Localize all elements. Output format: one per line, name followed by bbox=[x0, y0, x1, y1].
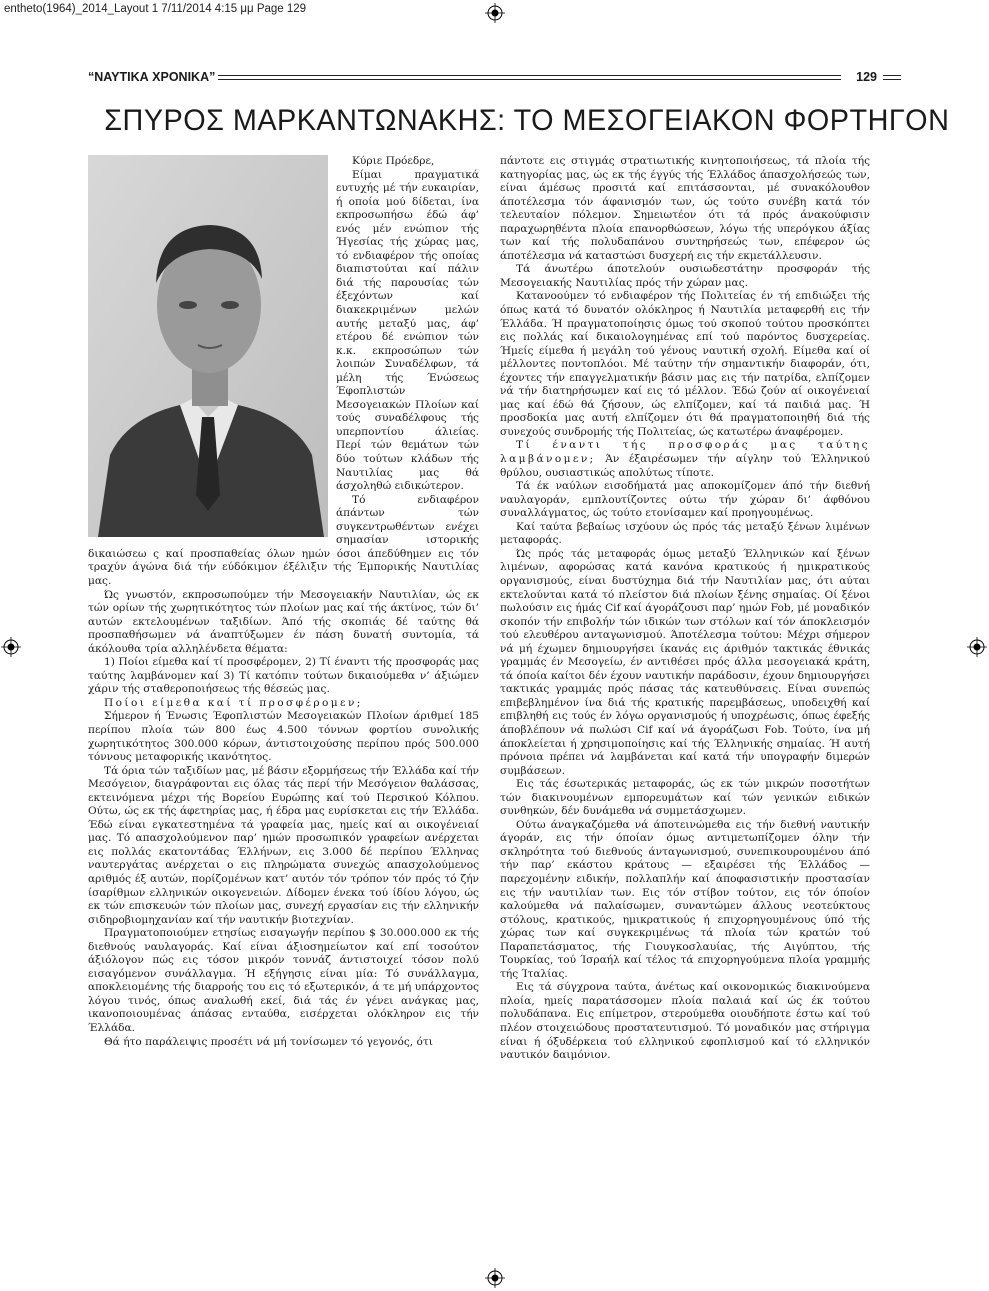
paragraph: Κατανοούμεν τό ενδιαφέρον τής Πολιτείας έν τή επιδιώξει τής όπως κατά τό δυνατόν ολόκληρος ή Ναυτιλία μεταφερθή εις τήν Έλλάδα. Ή πραγματοποίησις όμως τού σκοπού τούτου προσκόπτει εις πολλάς καί δικαιολογημένας επί τού παρόντος δυσχερείας. Ήμείς είμεθα ή μεγάλη τού γένους ναυτική σχολή. Είμεθα καί οί μέλλοντες ποντοπλόοι. Μέ ταύτην τήν σημαντικήν διαφοράν, ότι, έχοντες τήν επαγγελματικήν βάσιν μας εις τήν πατρίδα, ελπίζομεν νά τήν διατηρήσωμεν καί εις τό μέλλον. Έδώ ζούν αί οικογένειαί μας καί έδώ θά ζήσουν, ώς ελπίζομεν, καί τά παιδιά μας. Ή προσδοκία μας αυτή ελπίζομεν ότι θά πραγματοποιηθή διά τής συνεχούς συνδρομής τής Πολιτείας, ώς κατωτέρω άναφέρομεν. bbox=[500, 290, 870, 438]
paragraph: Τό ενδιαφέρον άπάντων τών συγκεντρωθέντων ενέχει σημασίαν ιστορικής δικαιώσεω ς καί προσπαθείας όλων ημών όσοι άπεδύθημεν εις τόν τραχύν άγώνα διά τήν εύδόκιμον έξέλιξιν τής Έμπορικής Ναυτιλίας μας. bbox=[88, 493, 479, 587]
paragraph: πάντοτε εις στιγμάς στρατιωτικής κινητοποιήσεως, τά πλοία τής κατηγορίας μας, ώς εκ τής έγγύς τής Έλλάδος άπασχολήσεώς των, είναι άμέσως προσιτά καί επιτάσσονται, μέ συνακόλουθον άποτέλεσμα τόν άφανισμόν των, ώς τούτο συνέβη κατά τόν τελευταίον πόλεμον. Σημειωτέον ότι τά πρός άνακούφισιν παραχωρηθέντα πλοία επανορθώσεων, λόγω τής υπερόγκου άξίας των καί τής πολυδαπάνου συντηρήσεώς των, επέφερον ώς άποτέλεσμα νά καταστώσι δυσχερή εις τήν εκμετάλλευσιν. bbox=[500, 155, 870, 262]
paragraph: Είμαι πραγματικά ευτυχής μέ τήν ευκαιρίαν, ή οποία μού δίδεται, ίνα εκπροσωπήσω έδώ άφ’ ενός μέν ενώπιον τής Ήγεσίας τής χώρας μας, τό ενδιαφέρον τής οποίας διαπιστούται καί πάλιν διά τής παρουσίας τών έξεχόντων καί διακεκριμένων μελών αυτής μεταξύ μας, άφ’ ετέρου δέ ενώπιον τών κ.κ. εκπροσώπων τών λοιπών Συναδέλφων, τά μέλη τής Ένώσεως Έφοπλιστών Μεσογειακών Πλοίων καί τούς συναδέλφους τής υπερποντίου άλιείας. Περί τών θεμάτων τών δύο τούτων κλάδων τής Ναυτιλίας μας θά άσχοληθώ ειδικώτερον. bbox=[336, 168, 479, 493]
prepress-slug: entheto(1964)_2014_Layout 1 7/11/2014 4:15 μμ Page 129 bbox=[4, 3, 307, 15]
text-column-right bbox=[500, 155, 870, 1185]
paragraph: Πραγματοποιούμεν ετησίως εισαγωγήν περίπου $ 30.000.000 εκ τής διεθνούς ναυλαγοράς. Καί είναι άξιοσημείωτον καί επί τοσούτον άξιόλογον πώς εις τόσον μικρόν τοννάζ άντιστοιχεί τόσον πολύ εισαγόμενον συνάλλαγμα. Ή εξήγησις είναι μία: Τό συνάλλαγμα, αποκλειομένης τής διαρροής του εις τό εξωτερικόν, ά τε μή υπάρχοντος λόγου τινός, όπως αναλωθή εκεί, διά τάς έν γένει ανάγκας μας, ικανοποιουμένας άπάσας ενταύθα, εισέρχεται ολόκληρον εις τήν Έλλάδα. bbox=[88, 927, 479, 1034]
crosshair-registration-icon bbox=[967, 637, 987, 657]
publication-name: “ΝΑΥΤΙΚΑ ΧΡΟΝΙΚΑ” bbox=[88, 70, 216, 84]
article-title: ΣΠΥΡΟΣ ΜΑΡΚΑΝΤΩΝΑΚΗΣ: ΤΟ ΜΕΣΟΓΕΙΑΚΟΝ ΦΟΡΤΗΓΟΝ bbox=[104, 104, 950, 137]
section-subheading: Ποίοι είμεθα καί τί προσφέρομεν; bbox=[104, 696, 363, 709]
text-column-left bbox=[88, 155, 479, 1185]
running-head bbox=[88, 70, 901, 88]
paragraph: Ούτω άναγκαζόμεθα νά άποτεινώμεθα εις τήν διεθνή ναυτικήν άγοράν, εις τήν όποίαν όμως αντιμετωπίζομεν όλην τήν σκληρότητα τού διεθνούς άνταγωνισμού, συνεπικουρουμένου άπό τήν παρ’ εκάστου κράτους — εξαιρέσει τής Έλλάδος — παρεχομένην ειδικήν, πολλαπλήν καί άποφασιστικήν προστασίαν εις τήν ναυτιλίαν των. Εις τόν στίβον τούτον, εις τόν όποίον καλούμεθα νά παλαίσωμεν, συναντώμεν άλλους νεοτεύκτους στόλους, κρατικούς, ημικρατικούς ή επιχορηγουμένους ύπό τής χώρας των καί συγκεκριμένως τά πλοία τών κρατών τού Παραπετάσματος, τής Γιουγκοσλαυίας, τής Αιγύπτου, τής Τουρκίας, τού Ίσραήλ καί τέλος τά επιχορηγούμενα πλοία γραμμής τής Ίταλίας. bbox=[500, 818, 870, 980]
paragraph: Τά όρια τών ταξιδίων μας, μέ βάσιν εξορμήσεως τήν Έλλάδα καί τήν Μεσόγειον, διαγράφονται εις όλας τάς περί τήν Μεσόγειον θαλάσσας, εκτεινόμενα μέχρι τής Βορείου Ευρώπης καί τού Περσικού Κόλπου. Ούτω, ώς εκ τής άφετηρίας μας, ή έδρα μας ευρίσκεται εις τήν Έλλάδα. Έδώ είναι εγκατεστημένα τά γραφεία μας, ημείς καί αι οικογένειαί μας. Τό απασχολούμενον παρ’ ημών προσωπικόν γραφείων ανέρχεται εις πολλάς εκατοντάδας Έλλήνων, εις 3.000 δέ περίπου Έλληνας ναυτεργάτας ανέρχεται ο εις πληρώματα συνεχώς απασχολούμενος αριθμός έξ αυτών, πορίζομένων κατ’ αυτόν τόν τρόπον τόν πρός τό ζήν ίσαρίθμων ελληνικών οικογενειών. Δίδομεν ένεκα τού ίδίου λόγου, ώς εκ τών επισκευών τών πλοίων μας, συνεχή εργασίαν εις τήν ελληνικήν σιδηροβιομηχανίαν καί τήν ναυτικήν βιοτεχνίαν. bbox=[88, 764, 479, 926]
paragraph: Εις τά σύγχρονα ταύτα, άνέτως καί οικονομικώς διακινούμενα πλοία, ημείς παρατάσσομεν πλοία παλαιά καί ώς έκ τούτου πολυδάπανα. Εις επίμετρον, στερούμεθα οιουδήποτε έστω καί τού πλέον στοιχειώδους προστατευτισμού. Τό μοναδικόν μας στήριγμα είναι ή όξυδέρκεια τού ελληνικού εφοπλισμού καί τό ελληνικόν ναυτικόν δαιμόνιον. bbox=[500, 981, 870, 1062]
salutation: Κύριε Πρόεδρε, bbox=[352, 155, 435, 167]
section-subheading: Τί έναντι τής προσφοράς μας ταύτης λαμβάνομεν; bbox=[500, 439, 870, 466]
paragraph: Θά ήτο παράλειψις προσέτι νά μή τονίσωμεν τό γεγονός, ότι bbox=[104, 1035, 433, 1048]
page-number: 129 bbox=[856, 70, 877, 84]
crosshair-registration-icon bbox=[485, 3, 505, 23]
crosshair-registration-icon bbox=[485, 1268, 505, 1288]
paragraph: Καί ταύτα βεβαίως ισχύουν ώς πρός τάς μεταξύ ξένων λιμένων μεταφοράς. bbox=[500, 520, 870, 547]
header-rule bbox=[218, 75, 841, 80]
crosshair-registration-icon bbox=[1, 637, 21, 657]
paragraph: Ώς πρός τάς μεταφοράς όμως μεταξύ Έλληνικών καί ξένων λιμένων, αφορώσας κατά κανόνα κρατικούς ή ημικρατικούς οργανισμούς, είναι δυστύχημα διά τήν Ναυτιλίαν μας, ότι αύται εκτελούνται κατά τό πλείστον διά πλοίων ξένης σημαίας. Οί ξένοι πωλούσιν εις ήμάς Cif καί άγοράζουσι παρ’ ημών Fob, μέ μοναδικόν σκοπόν τήν επιβολήν τών ιδικών των στόλων καί τόν άποκλεισμόν τού ελευθέρου ανταγωνισμού. Άποτέλεσμα τούτου: Μέχρι σήμερον νά μή έχωμεν δημιουργήσει ίκανάς εις άριθμόν τακτικάς έθνικάς γραμμάς έν Μεσογείω, έν αντιθέσει πρός άλλα μεσογειακά κράτη, τά όποία καίτοι δέν έχουν ναυτικήν παράδοσιν, έχουν δημιουργήσει τακτικάς γραμμάς πρός πάσας τάς κατευθύνσεις. Είναι συνεπώς επιβεβλημένον ίνα διά τής κρατικής παρεμβάσεως, υποδειχθή καί επιβληθή εις τούς έν λόγω οργανισμούς ή υποχρέωσις, όπως έφεξής άποβλέπουν νά πωλώσι Cif καί νά άγοράζωσι Fob. Τούτο, ίνα μή άποκλείεται ή χρησιμοποίησις καί τής Έλληνικής σημαίας. Ή αυτή πρόνοια πρέπει νά λαμβάνεται καί κατά τήν υπογραφήν διμερών συμβάσεων. bbox=[500, 547, 870, 777]
subheading-continuation: Άν έξαιρέσωμεν τήν αίγλην τού Έλληνικού θρύλου, ουσιαστικώς απολύτως τίποτε. bbox=[500, 453, 870, 479]
paragraph-with-subheading bbox=[500, 439, 870, 480]
paragraph: Σήμερον ή Ένωσις Έφοπλιστών Μεσογειακών Πλοίων άριθμεί 185 περίπου πλοία τών 800 έως 4.500 τόννων φορτίου συνολικής χωρητικότητος 300.000 κόρων, άντιστοιχούσης περίπου πρός 500.000 τόννους μεταφορικής ικανότητος. bbox=[88, 710, 479, 764]
paragraph: Ώς γνωστόν, εκπροσωπούμεν τήν Μεσογειακήν Ναυτιλίαν, ώς εκ τών ορίων τής χωρητικότητος τών πλοίων μας καί τής άκτίνος, τών δι’ αυτών εκτελουμένων ταξιδίων. Άπό τής σκοπιάς δέ ταύτης θά προσπαθήσωμεν νά άναπτύξωμεν έν πάση δυνατή συντομία, τά άκόλουθα τρία αλληλένδετα θέματα: bbox=[88, 588, 479, 655]
paragraph: Εις τάς έσωτερικάς μεταφοράς, ώς εκ τών μικρών ποσοτήτων τών διακινουμένων εμπορευμάτων καί τών γενικών ειδικών συνθηκών, δέν δυνάμεθα νά συμμετάσχωμεν. bbox=[500, 778, 870, 818]
portrait-photo bbox=[88, 155, 328, 537]
paragraph: 1) Ποίοι είμεθα καί τί προσφέρομεν, 2) Τί έναντι τής προσφοράς μας ταύτης λαμβάνομεν καί 3) Τί κατόπιν τούτων δικαιούμεθα ν’ άξιώμεν χάριν τής σταθεροποιήσεως τής θέσεώς μας. bbox=[88, 656, 479, 696]
header-rule-end bbox=[883, 75, 901, 80]
paragraph: Τά έκ ναύλων εισοδήματά μας αποκομίζομεν άπό τήν διεθνή ναυλαγοράν, εμπλουτίζοντες ούτω τήν χώραν δι’ άφθόνου συναλλάγματος, ώς τούτο ετονίσαμεν καί προηγουμένως. bbox=[500, 480, 870, 520]
paragraph: Τά άνωτέρω άποτελούν ουσιωδεστάτην προσφοράν τής Μεσογειακής Ναυτιλίας πρός τήν χώραν μας. bbox=[500, 263, 870, 289]
